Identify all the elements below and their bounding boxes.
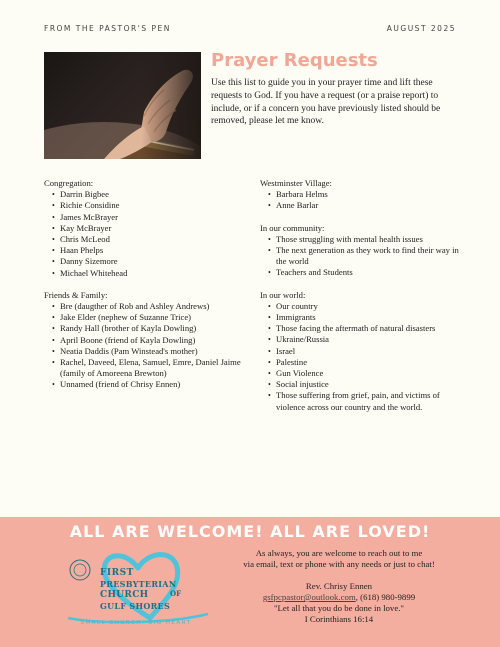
- header-date: AUGUST 2025: [386, 24, 456, 33]
- list-item: • Anne Barlar: [268, 200, 470, 211]
- contact-details: [210, 592, 468, 603]
- pastor-name: Rev. Chrisy Ennen: [305, 581, 373, 591]
- list-item: • Those facing the aftermath of natural disasters: [268, 323, 470, 334]
- list-item: • Danny Sizemore: [52, 256, 249, 267]
- header-section-label: FROM THE PASTOR'S PEN: [44, 24, 171, 33]
- list-item: • Michael Whitehead: [52, 268, 249, 279]
- logo-word: FIRST: [100, 568, 134, 578]
- friends-family-section: [44, 290, 249, 391]
- right-column: [260, 178, 470, 424]
- contact-message-line: via email, text or phone with any needs or just to chat!: [243, 559, 435, 569]
- list-item: • Those suffering from grief, pain, and victims of violence across our country and the world.: [268, 390, 470, 412]
- list-item: • Kay McBrayer: [52, 223, 249, 234]
- praying-hands-photo: [44, 52, 201, 159]
- list-item: • Social injustice: [268, 379, 470, 390]
- list-item: • Barbara Helms: [268, 189, 470, 200]
- congregation-list: [52, 189, 249, 279]
- scripture-quote: "Let all that you do be done in love.": [273, 603, 405, 613]
- email-link[interactable]: gsfpcpastor@outlook.com: [262, 592, 356, 602]
- list-item: • Israel: [268, 346, 470, 357]
- scripture-reference: I Corinthians 16:14: [304, 614, 374, 624]
- list-item: • James McBrayer: [52, 212, 249, 223]
- section-title: Congregation:: [44, 178, 94, 188]
- welcome-banner: ALL ARE WELCOME! ALL ARE LOVED!: [69, 522, 431, 541]
- section-title: In our community:: [260, 222, 325, 233]
- westminster-section: [260, 178, 470, 212]
- section-title: Westminster Village:: [260, 178, 332, 188]
- list-item: • Our country: [268, 301, 470, 312]
- list-item: • The next generation as they work to find their way in the world: [268, 245, 470, 267]
- list-item: • Chris McLeod: [52, 234, 249, 245]
- page-header: [44, 24, 456, 33]
- logo-tagline: SMALL CHURCH, BIG HEART: [80, 620, 192, 626]
- logo-of: OF: [170, 589, 182, 598]
- contact-message-line: As always, you are welcome to reach out to me: [255, 548, 423, 558]
- seal-icon: [70, 560, 90, 580]
- section-title: In our world:: [260, 289, 306, 300]
- logo-word: CHURCH: [100, 590, 149, 600]
- list-item: • Bre (daugther of Rob and Ashley Andrews): [52, 301, 249, 312]
- list-item: • Those struggling with mental health issues: [268, 234, 470, 245]
- list-item: • Neatia Daddis (Pam Winstead's mother): [52, 346, 249, 357]
- community-list: [268, 234, 470, 279]
- list-item: • Jake Elder (nephew of Suzanne Trice): [52, 312, 249, 323]
- left-column: [44, 178, 249, 402]
- list-item: • Teachers and Students: [268, 267, 470, 278]
- world-list: [268, 301, 470, 413]
- list-item: • Haan Phelps: [52, 245, 249, 256]
- list-item: • Randy Hall (brother of Kayla Dowling): [52, 323, 249, 334]
- logo-word: GULF SHORES: [100, 601, 171, 611]
- list-item: • Immigrants: [268, 312, 470, 323]
- list-item: • Richie Considine: [52, 200, 249, 211]
- intro-paragraph: Use this list to guide you in your prayer time and lift these requests to God. If you have a request (or a praise report) to include, or if a concern you have previously listed should be removed, please let me know.: [211, 78, 441, 127]
- logo-word: PRESBYTERIAN: [100, 579, 177, 589]
- list-item: • Rachel, Daveed, Elena, Samuel, Emre, Daniel Jaime (family of Amoreena Brewton): [52, 357, 249, 379]
- list-item: • Palestine: [268, 357, 470, 368]
- page-title: Prayer Requests: [211, 50, 378, 71]
- pastor-contact: [210, 548, 468, 625]
- list-item: • April Boone (friend of Kayla Dowling): [52, 335, 249, 346]
- westminster-list: [268, 189, 470, 211]
- logo-wordmark: [100, 568, 176, 611]
- friends-family-list: [52, 301, 249, 391]
- phone-number: , (618) 980-9899: [355, 592, 416, 602]
- list-item: • Unnamed (friend of Chrisy Ennen): [52, 379, 249, 390]
- list-item: • Darrin Bigbee: [52, 189, 249, 200]
- congregation-section: [44, 178, 249, 279]
- community-section: [260, 223, 470, 279]
- list-item: • Ukraine/Russia: [268, 334, 470, 345]
- world-section: [260, 290, 470, 413]
- list-item: • Gun Violence: [268, 368, 470, 379]
- section-title: Friends & Family:: [44, 289, 108, 300]
